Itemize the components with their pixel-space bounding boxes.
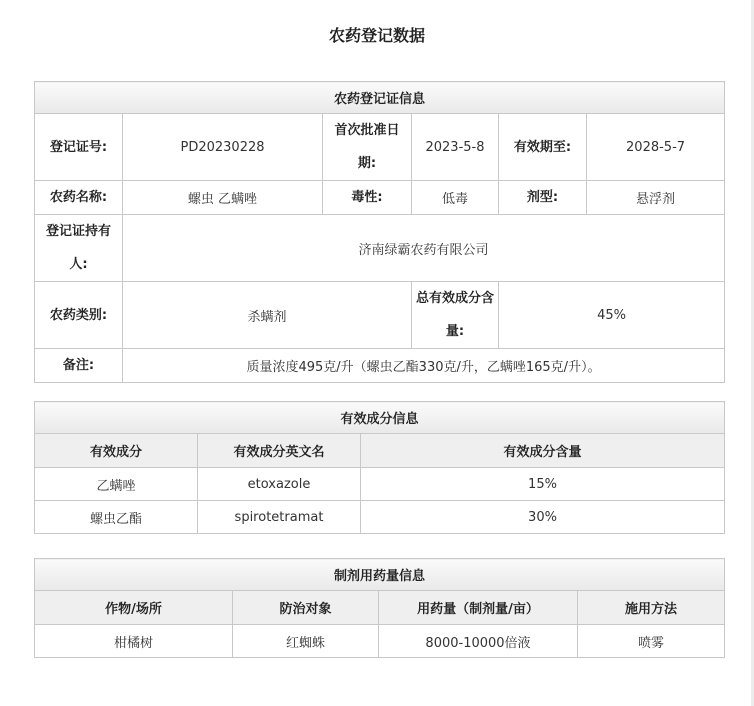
remark-value: 质量浓度495克/升（螺虫乙酯330克/升，乙螨唑165克/升）。 [123,349,725,383]
pesticide-name-value: 螺虫 乙螨唑 [123,181,323,215]
registration-table [34,81,725,383]
usage-header-dosage: 用药量（制剂量/亩） [379,591,578,625]
reg-no-value: PD20230228 [123,114,323,181]
ingredients-table [34,401,725,534]
category-value: 杀螨剂 [123,282,412,349]
reg-no-label: 登记证号: [35,114,123,181]
ingredient-name: 螺虫乙酯 [35,501,198,534]
formulation-value: 悬浮剂 [587,181,725,215]
ingredient-english-name: spirotetramat [198,501,361,534]
valid-until-label: 有效期至: [499,114,587,181]
table-row [35,468,725,501]
pesticide-name-label: 农药名称: [35,181,123,215]
holder-value: 济南绿霸农药有限公司 [123,215,725,282]
ingredient-name: 乙螨唑 [35,468,198,501]
ingredient-content: 30% [361,501,725,534]
toxicity-value: 低毒 [412,181,499,215]
ingredient-english-name: etoxazole [198,468,361,501]
first-approval-label: 首次批准日期: [323,114,412,181]
valid-until-value: 2028-5-7 [587,114,725,181]
usage-crop: 柑橘树 [35,625,233,658]
page-title: 农药登记数据 [328,26,425,45]
ingredients-header-name: 有效成分 [35,434,198,468]
table-row [35,501,725,534]
usage-method: 喷雾 [578,625,725,658]
table-row [35,625,725,658]
total-content-label: 总有效成分含量: [412,282,499,349]
usage-dosage: 8000-10000倍液 [379,625,578,658]
ingredients-header-content: 有效成分含量 [361,434,725,468]
category-label: 农药类别: [35,282,123,349]
usage-header-crop: 作物/场所 [35,591,233,625]
toxicity-label: 毒性: [323,181,412,215]
usage-header-target: 防治对象 [233,591,379,625]
registration-section-title: 农药登记证信息 [35,82,725,114]
ingredients-section-title: 有效成分信息 [35,402,725,434]
first-approval-value: 2023-5-8 [412,114,499,181]
usage-target: 红蜘蛛 [233,625,379,658]
usage-section-title: 制剂用药量信息 [35,559,725,591]
total-content-value: 45% [499,282,725,349]
formulation-label: 剂型: [499,181,587,215]
holder-label: 登记证持有人: [35,215,123,282]
usage-table [34,558,725,658]
remark-label: 备注: [35,349,123,383]
ingredients-header-english-name: 有效成分英文名 [198,434,361,468]
ingredient-content: 15% [361,468,725,501]
usage-header-method: 施用方法 [578,591,725,625]
